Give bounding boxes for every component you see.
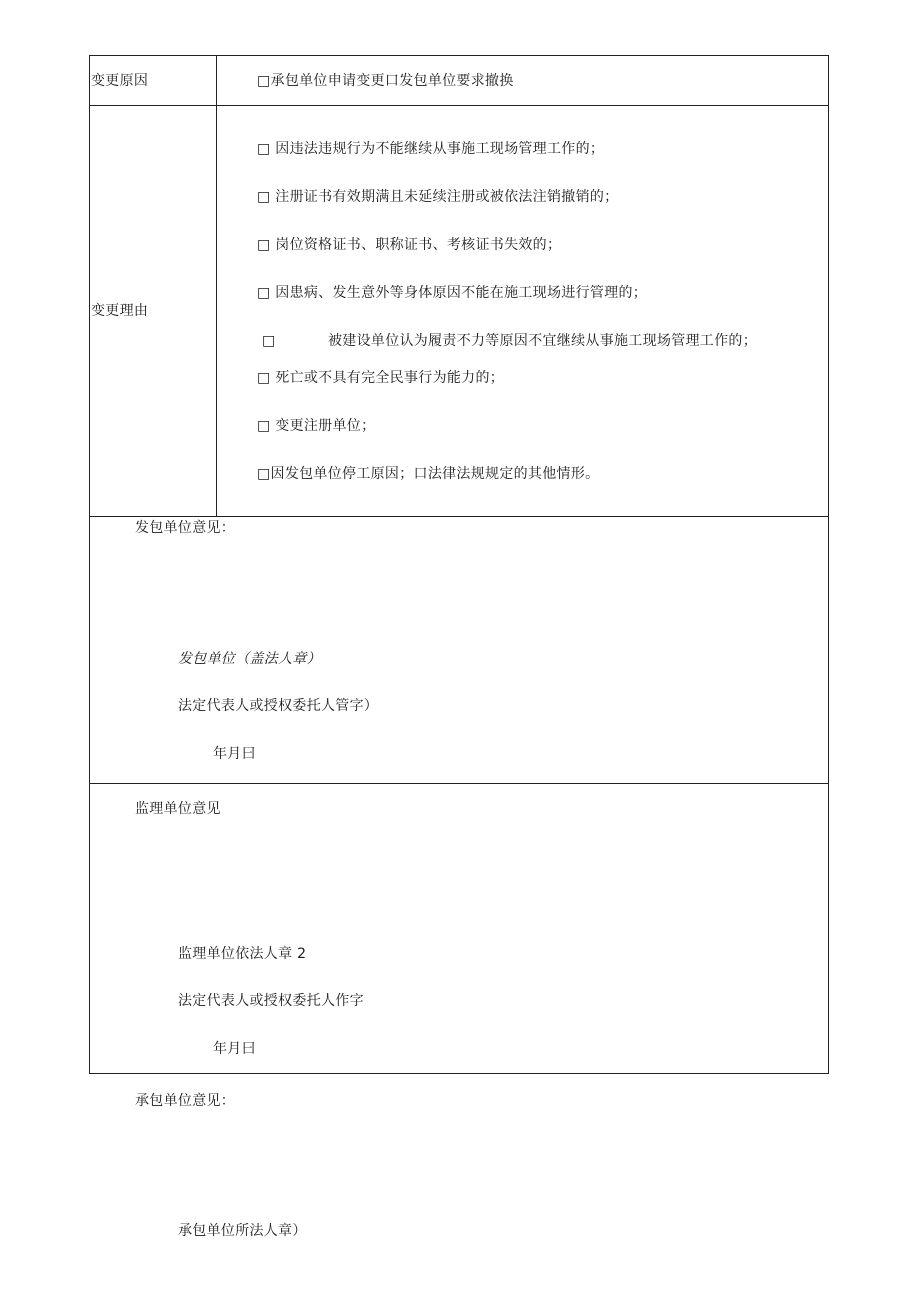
grounds-option-checkbox-poor-performance[interactable]: □ <box>262 333 276 349</box>
grounds-option-certificate-expired[interactable]: □ 注册证书有效期满且未延续注册或被依法注销撤销的； <box>257 189 619 205</box>
supervisor-seal-line: 监理单位依法人章 2 <box>178 946 307 962</box>
employer-signature-line: 法定代表人或授权委托人管字） <box>178 698 379 714</box>
employer-opinion-heading: 发包单位意见： <box>135 520 236 536</box>
contractor-opinion-heading: 承包单位意见： <box>135 1093 236 1109</box>
employer-date-line: 年月曰 <box>213 746 256 762</box>
label-column-divider <box>216 56 217 517</box>
supervisor-date-line: 年月曰 <box>213 1041 256 1057</box>
change-grounds-label: 变更理由 <box>91 303 149 319</box>
grounds-option-change-registration[interactable]: □ 变更注册单位； <box>257 418 376 434</box>
change-application-form <box>89 55 829 1074</box>
grounds-option-qualification-invalid[interactable]: □ 岗位资格证书、职称证书、考核证书失效的； <box>257 237 562 253</box>
change-reason-options[interactable]: □承包单位申请变更口发包单位要求撤换 <box>257 73 514 89</box>
row-divider-employer <box>90 783 828 784</box>
grounds-option-poor-performance: 被建设单位认为履责不力等原因不宜继续从事施工现场管理工作的； <box>328 333 757 349</box>
row-divider-grounds <box>90 516 828 517</box>
employer-seal-line: 发包单位（盖法人章） <box>178 651 321 667</box>
grounds-option-suspension-other[interactable]: □因发包单位停工原因；口法律法规规定的其他情形。 <box>257 466 600 482</box>
supervisor-opinion-heading: 监理单位意见 <box>135 801 221 817</box>
grounds-option-health[interactable]: □ 因患病、发生意外等身体原因不能在施工现场进行管理的； <box>257 285 648 301</box>
grounds-option-death-incapacity[interactable]: □ 死亡或不具有完全民事行为能力的； <box>257 370 505 386</box>
row-divider-reason <box>90 105 828 106</box>
change-reason-label: 变更原因 <box>91 73 149 89</box>
contractor-seal-line: 承包单位所法人章） <box>178 1223 307 1239</box>
supervisor-signature-line: 法定代表人或授权委托人作字 <box>178 993 364 1009</box>
grounds-option-violation[interactable]: □ 因违法违规行为不能继续从事施工现场管理工作的； <box>257 141 605 157</box>
